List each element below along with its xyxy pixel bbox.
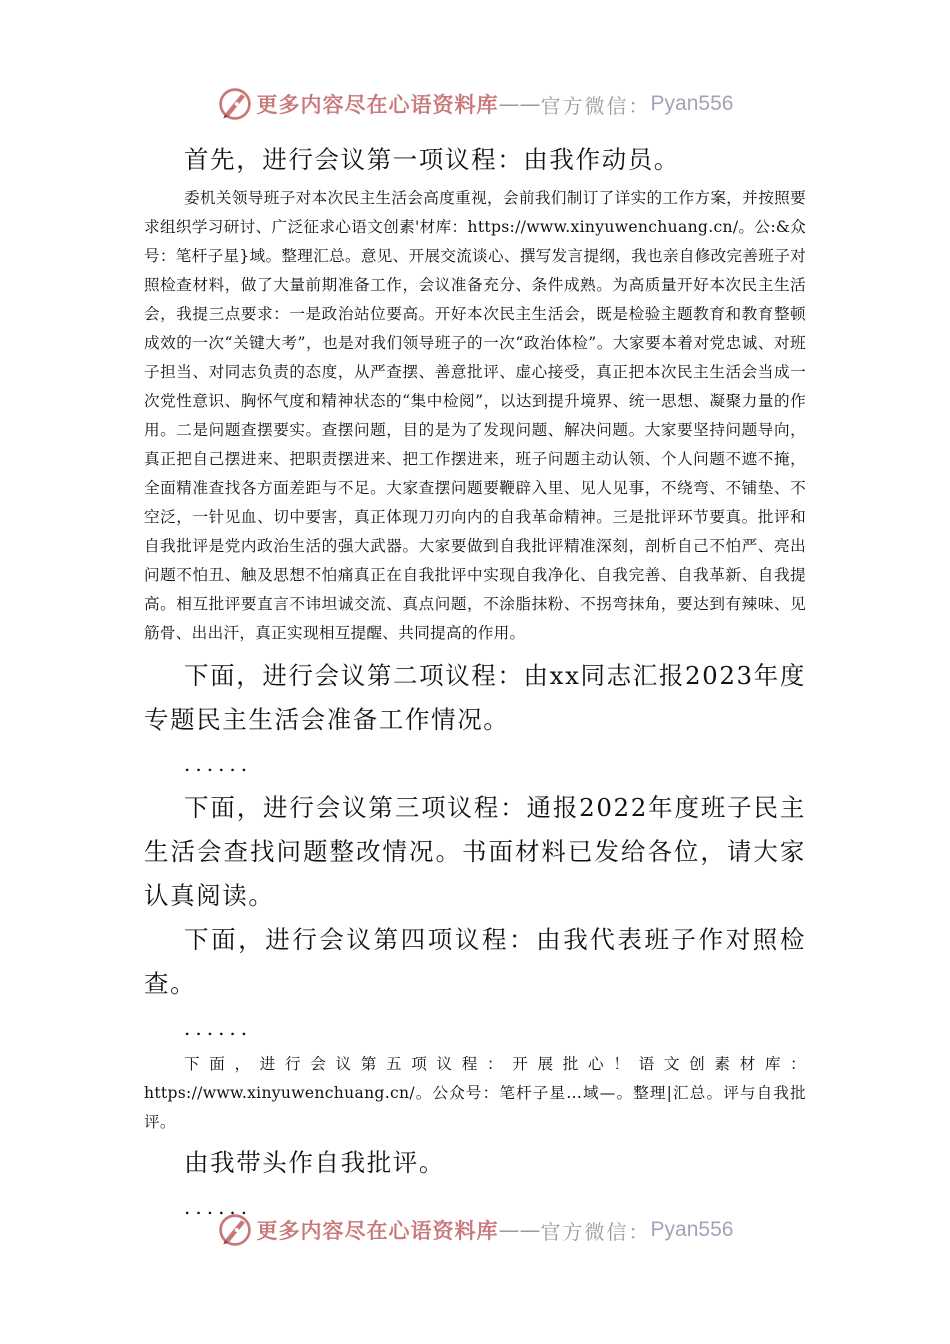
banner-separator: ——: [498, 1218, 541, 1242]
pen-logo-icon: [217, 1212, 253, 1248]
footer-banner: [0, 1208, 950, 1252]
banner-main-text: 更多内容尽在心语资料库: [256, 92, 499, 117]
pen-logo-icon: [217, 86, 253, 122]
paragraph-agenda-4: 下面，进行会议第四项议程：由我代表班子作对照检查。: [144, 925, 806, 998]
banner-wechat-id: Pyan556: [650, 92, 734, 115]
header-banner: [0, 82, 950, 126]
paragraph-agenda-2: 下面，进行会议第二项议程：由xx同志汇报2023年度专题民主生活会准备工作情况。: [144, 661, 806, 734]
banner-main-text: 更多内容尽在心语资料库: [256, 1218, 499, 1243]
ellipsis-1: ......: [184, 752, 253, 776]
paragraph-self-criticism: 由我带头作自我批评。: [184, 1148, 445, 1177]
banner-label: 官方微信：: [540, 93, 651, 118]
paragraph-agenda-5: 下面，进行会议第五项议程：开展批心！语文创素材库：https://www.xinyuwenchuang.cn/。公众号：笔杆子星…域—。整理|汇总。评与自我批评。: [144, 1055, 806, 1131]
ellipsis-3: ......: [184, 1195, 253, 1219]
paragraph-agenda-1: 首先，进行会议第一项议程：由我作动员。: [184, 145, 680, 174]
banner-separator: ——: [498, 92, 541, 116]
paragraph-agenda-3: 下面，进行会议第三项议程：通报2022年度班子民主生活会查找问题整改情况。书面材料已发给各位，请大家认真阅读。: [144, 793, 806, 910]
banner-wechat-id: Pyan556: [650, 1218, 734, 1241]
paragraph-mobilization: 委机关领导班子对本次民主生活会高度重视，会前我们制订了详实的工作方案，并按照要求组织学习研讨、广泛征求心语文创素'材库：https://www.xinyuwenchuang.cn/。公:&众号：笔杆子星}域。整理汇总。意见、开展交流谈心、撰写发言提纲，我也亲自修改完善班子对照检查材料，做了大量前期准备工作，会议准备充分、条件成熟。为高质量开好本次民主生活会，我提三点要求：一是政治站位要高。开好本次民主生活会，既是检验主题教育和教育整顿成效的一次“关键大考”，也是对我们领导班子的一次“政治体检”。大家要本着对党忠诚、对班子担当、对同志负责的态度，从严查摆、善意批评、虚心接受，真正把本次民主生活会当成一次党性意识、胸怀气度和精神状态的“集中检阅”，以达到提升境界、统一思想、凝聚力量的作用。二是问题查摆要实。查摆问题，目的是为了发现问题、解决问题。大家要坚持问题导向，真正把自己摆进来、把职责摆进来、把工作摆进来，班子问题主动认领、个人问题不遮不掩，全面精准查找各方面差距与不足。大家查摆问题要鞭辟入里、见人见事，不绕弯、不铺垫、不空泛，一针见血、切中要害，真正体现刀刃向内的自我革命精神。三是批评环节要真。批评和自我批评是党内政治生活的强大武器。大家要做到自我批评精准深刻，剖析自己不怕严、亮出问题不怕丑、触及思想不怕痛真正在自我批评中实现自我净化、自我完善、自我革新、自我提高。相互批评要直言不讳坦诚交流、真点问题，不涂脂抹粉、不拐弯抹角，要达到有辣味、见筋骨、出出汗，真正实现相互提醒、共同提高的作用。: [144, 189, 806, 642]
ellipsis-2: ......: [184, 1016, 253, 1040]
document-body: [144, 138, 806, 1229]
banner-label: 官方微信：: [540, 1219, 651, 1244]
